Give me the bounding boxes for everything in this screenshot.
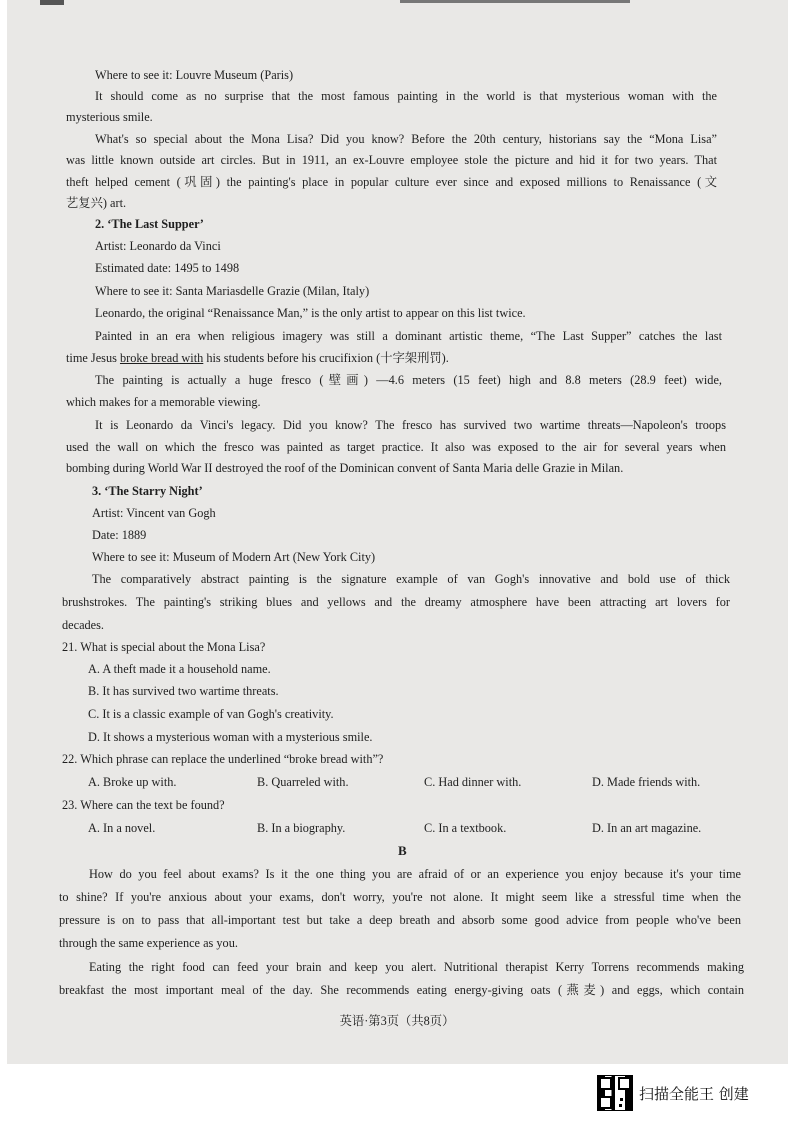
mona-lisa-paragraph-line: mysterious smile. — [66, 110, 153, 124]
question-23-option-d[interactable]: D. In an art magazine. — [592, 821, 702, 835]
question-22-option-d[interactable]: D. Made friends with. — [592, 775, 701, 789]
qr-finder — [599, 1077, 612, 1090]
section-b-paragraph-line: pressure is on to pass that all-important test but take a deep breath and absorb some good advice from people who've been — [59, 913, 741, 927]
last-supper-paragraph-line — [66, 350, 449, 366]
last-supper-paragraph-line: bombing during World War II destroyed the roof of the Dominican convent of Santa Maria delle Grazie in Milan. — [66, 461, 624, 475]
underlined-phrase: broke bread with — [119, 351, 204, 365]
qr-code-icon — [597, 1075, 633, 1111]
section-b-paragraph-line: breakfast the most important meal of the day. She recommends eating energy-giving oats (燕麦) and eggs, which contain — [59, 983, 744, 997]
qr-finder — [618, 1077, 631, 1090]
last-supper-heading: 2. ‘The Last Supper’ — [95, 217, 204, 231]
question-21-option-b[interactable]: B. It has survived two wartime threats. — [88, 684, 279, 698]
qr-dot — [620, 1098, 623, 1101]
mona-lisa-location: Where to see it: Louvre Museum (Paris) — [95, 68, 294, 82]
section-b-label: B — [398, 843, 407, 858]
question-23-option-b[interactable]: B. In a biography. — [257, 821, 346, 835]
starry-night-date: Date: 1889 — [92, 528, 147, 542]
last-supper-artist: Artist: Leonardo da Vinci — [95, 239, 221, 253]
mona-lisa-paragraph-line: 艺复兴) art. — [66, 196, 127, 210]
mona-lisa-paragraph-line: It should come as no surprise that the most famous painting in the world is that mysterious woman with the — [95, 89, 717, 103]
starry-night-paragraph-line: decades. — [62, 618, 104, 632]
scanner-watermark-text: 扫描全能王 创建 — [639, 1085, 749, 1103]
last-supper-paragraph-line: The painting is actually a huge fresco (壁画) —4.6 meters (15 feet) high and 8.8 meters (28.9 feet) wide, — [95, 373, 722, 387]
scan-edge-bar — [400, 0, 630, 3]
section-b-paragraph-line: through the same experience as you. — [59, 936, 238, 950]
question-23-option-c[interactable]: C. In a textbook. — [424, 821, 507, 835]
question-22-option-c[interactable]: C. Had dinner with. — [424, 775, 522, 789]
question-23-option-a[interactable]: A. In a novel. — [88, 821, 156, 835]
starry-night-paragraph-line: The comparatively abstract painting is the signature example of van Gogh's innovative and bold use of thick — [92, 572, 730, 586]
question-22-option-a[interactable]: A. Broke up with. — [88, 775, 177, 789]
section-b-paragraph-line: Eating the right food can feed your brain and keep you alert. Nutritional therapist Kerry Torrens recommends making — [89, 960, 744, 974]
question-21-option-a[interactable]: A. A theft made it a household name. — [88, 662, 271, 676]
last-supper-paragraph-line: Painted in an era when religious imagery was still a dominant artistic theme, “The Last Supper” catches the last — [95, 329, 722, 343]
mona-lisa-paragraph-line: theft helped cement (巩固) the painting's place in popular culture ever since and exposed millions to Renaissance (文 — [66, 175, 717, 189]
mona-lisa-paragraph-line: What's so special about the Mona Lisa? Did you know? Before the 20th century, historians say the “Mona Lisa” — [95, 132, 717, 146]
last-supper-paragraph-line: Leonardo, the original “Renaissance Man,” is the only artist to appear on this list twice. — [95, 306, 526, 320]
question-22-stem: 22. Which phrase can replace the underlined “broke bread with”? — [62, 752, 384, 766]
starry-night-artist: Artist: Vincent van Gogh — [92, 506, 216, 520]
question-21-option-d[interactable]: D. It shows a mysterious woman with a mysterious smile. — [88, 730, 373, 744]
page-footer: 英语·第3页（共8页） — [339, 1014, 455, 1028]
question-22-option-b[interactable]: B. Quarreled with. — [257, 775, 349, 789]
section-b-paragraph-line: to shine? If you're anxious about your exams, don't worry, you're not alone. It might seem like a stressful time when the — [59, 890, 741, 904]
starry-night-paragraph-line: brushstrokes. The painting's striking blues and yellows and the dreamy atmosphere have been attracting art lovers for — [62, 595, 730, 609]
starry-night-location: Where to see it: Museum of Modern Art (New York City) — [92, 550, 376, 564]
text-span: time Jesus — [66, 351, 120, 365]
last-supper-date: Estimated date: 1495 to 1498 — [95, 261, 240, 275]
starry-night-heading: 3. ‘The Starry Night’ — [92, 484, 203, 498]
section-b-paragraph-line: How do you feel about exams? Is it the one thing you are afraid of or an experience you enjoy because it's your time — [89, 867, 741, 881]
last-supper-paragraph-line: used the wall on which the fresco was painted as target practice. It also was exposed to the air for several years when — [66, 440, 726, 454]
scan-edge-mark — [40, 0, 64, 5]
qr-finder — [599, 1096, 612, 1109]
mona-lisa-paragraph-line: was little known outside art circles. But in 1911, an ex-Louvre employee stole the picture and hid it for two years. That — [66, 153, 717, 167]
question-21-option-c[interactable]: C. It is a classic example of van Gogh's creativity. — [88, 707, 334, 721]
text-span: his students before his crucifixion (十字架刑罚). — [203, 351, 449, 365]
qr-dot — [625, 1102, 628, 1105]
question-21-stem: 21. What is special about the Mona Lisa? — [62, 640, 266, 654]
last-supper-paragraph-line: which makes for a memorable viewing. — [66, 395, 261, 409]
last-supper-paragraph-line: It is Leonardo da Vinci's legacy. Did you know? The fresco has survived two wartime threats—Napoleon's troops — [95, 418, 726, 432]
qr-dot — [619, 1104, 622, 1107]
question-23-stem: 23. Where can the text be found? — [62, 798, 225, 812]
last-supper-location: Where to see it: Santa Mariasdelle Grazie (Milan, Italy) — [95, 284, 370, 298]
